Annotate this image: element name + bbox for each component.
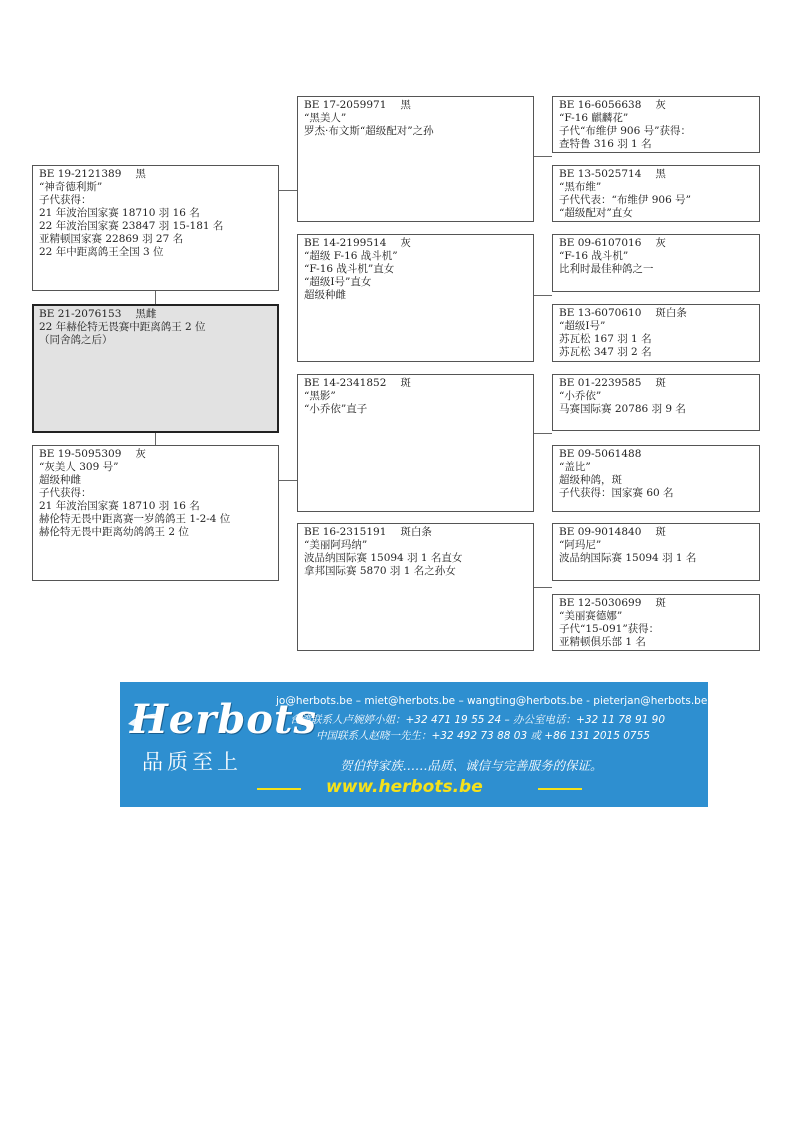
pigeon-color: 斑	[655, 377, 666, 389]
connector	[533, 433, 552, 434]
pedigree-dsd	[552, 445, 760, 512]
ring-number: BE 19-2121389	[39, 168, 122, 180]
website-link[interactable]: www.herbots.be	[326, 777, 483, 797]
banner-tagline: 贺伯特家族……品质、诚信与完善服务的保证。	[340, 758, 603, 773]
pedigree-dam	[32, 445, 279, 581]
pigeon-color: 灰	[135, 448, 146, 460]
ring-number: BE 12-5030699	[559, 597, 642, 609]
info-line: 子代获得：	[39, 194, 92, 206]
info-line: 21 年波治国家赛 18710 羽 16 名	[39, 207, 200, 219]
info-line: “黑布维”	[559, 181, 602, 193]
pigeon-color: 灰	[655, 99, 666, 111]
ring-number: BE 16-6056638	[559, 99, 642, 111]
contact-emails[interactable]: jo@herbots.be – miet@herbots.be – wangting@herbots.be - pieterjan@herbots.be	[276, 695, 708, 707]
info-line: 超级种雌	[304, 289, 346, 301]
connector	[278, 480, 297, 481]
connector	[278, 190, 297, 191]
ring-number: BE 16-2315191	[304, 526, 387, 538]
info-line: 赫伦特无畏中距离幼鸽鸽王 2 位	[39, 526, 189, 538]
ring-number: BE 01-2239585	[559, 377, 642, 389]
pedigree-dss	[552, 374, 760, 431]
info-line: 罗杰·布文斯“超级配对”之孙	[304, 125, 434, 137]
info-line: 波品纳国际赛 15094 羽 1 名	[559, 552, 697, 564]
pedigree-sss	[552, 96, 760, 153]
info-line: 比利时最佳种鸽之一	[559, 263, 654, 275]
banner-slogan: 品质至上	[142, 750, 242, 774]
info-line: “超级Ⅰ号”	[559, 320, 606, 332]
pedigree-sire	[32, 165, 279, 291]
pigeon-color: 黑	[655, 168, 666, 180]
herbots-banner	[120, 682, 708, 807]
info-line: “黑美人”	[304, 112, 347, 124]
info-line: “超级配对”直女	[559, 207, 633, 219]
pigeon-color: 黑	[135, 168, 146, 180]
info-line: 22 年波治国家赛 23847 羽 15-181 名	[39, 220, 224, 232]
info-line: 苏瓦松 347 羽 2 名	[559, 346, 652, 358]
pedigree-sdd	[552, 304, 760, 362]
info-line: “盖比”	[559, 461, 591, 473]
info-line: 超级种鸽，斑	[559, 474, 622, 486]
info-line: 子代获得：国家赛 60 名	[559, 487, 674, 499]
info-line: “F-16 麒麟花”	[559, 112, 629, 124]
pedigree-sds	[552, 234, 760, 292]
info-line: 亚精顿俱乐部 1 名	[559, 636, 646, 648]
pigeon-color: 斑	[400, 377, 411, 389]
info-line: “超级Ⅰ号”直女	[304, 276, 372, 288]
pigeon-color: 斑白条	[400, 526, 432, 538]
connector	[533, 587, 552, 588]
pedigree-dds	[552, 523, 760, 581]
info-line: “阿玛尼”	[559, 539, 602, 551]
info-line: 拿邦国际赛 5870 羽 1 名之孙女	[304, 565, 456, 577]
pedigree-dam-sire	[297, 374, 534, 512]
pigeon-color: 斑	[655, 526, 666, 538]
ring-number: BE 19-5095309	[39, 448, 122, 460]
pigeon-color: 灰	[400, 237, 411, 249]
info-line: “美丽赛德娜”	[559, 610, 623, 622]
ring-number: BE 13-6070610	[559, 307, 642, 319]
pedigree-sire-sire	[297, 96, 534, 222]
contact-taiwan: 台湾联系人卢婉婷小姐：+32 471 19 55 24 – 办公室电话：+32 11 78 91 90	[290, 714, 666, 726]
info-line: “灰美人 309 号”	[39, 461, 119, 473]
ring-number: BE 09-9014840	[559, 526, 642, 538]
contact-china: 中国联系人赵晓一先生：+32 492 73 88 03 或 +86 131 2015 0755	[316, 730, 650, 742]
info-line: 亚精顿国家赛 22869 羽 27 名	[39, 233, 184, 245]
info-line: 21 年波治国家赛 18710 羽 16 名	[39, 500, 200, 512]
pedigree-dam-dam	[297, 523, 534, 651]
info-line: “小乔依”	[559, 390, 602, 402]
pedigree-subject	[32, 304, 279, 433]
pigeon-color: 灰	[655, 237, 666, 249]
info-line: “黑影”	[304, 390, 336, 402]
herbots-logo: Herbots	[130, 696, 317, 743]
info-line: 超级种雌	[39, 474, 81, 486]
pedigree-ddd	[552, 594, 760, 651]
ring-number: BE 21-2076153	[39, 308, 122, 320]
info-line: “F-16 战斗机”	[559, 250, 629, 262]
ring-number: BE 09-5061488	[559, 448, 642, 460]
connector	[533, 156, 552, 157]
info-line: 查特鲁 316 羽 1 名	[559, 138, 652, 150]
info-line: 子代“布维伊 906 号”获得：	[559, 125, 691, 137]
connector	[533, 295, 552, 296]
info-line: “F-16 战斗机”直女	[304, 263, 395, 275]
connector	[155, 290, 156, 305]
info-line: 子代“15-091”获得：	[559, 623, 660, 635]
info-line: “小乔依”直子	[304, 403, 368, 415]
info-line: “超级 F-16 战斗机”	[304, 250, 398, 262]
divider	[257, 788, 301, 790]
connector	[155, 432, 156, 446]
info-line: 子代代表：“布维伊 906 号”	[559, 194, 691, 206]
info-line: “美丽阿玛纳”	[304, 539, 368, 551]
ring-number: BE 14-2199514	[304, 237, 387, 249]
pedigree-ssd	[552, 165, 760, 222]
info-line: 子代获得：	[39, 487, 92, 499]
pedigree-sire-dam	[297, 234, 534, 362]
ring-number: BE 17-2059971	[304, 99, 387, 111]
info-line: 22 年中距离鸽王全国 3 位	[39, 246, 164, 258]
pigeon-color: 斑	[655, 597, 666, 609]
pigeon-color: 黑雌	[135, 308, 157, 320]
info-line: 22 年赫伦特无畏赛中距离鸽王 2 位	[39, 321, 206, 333]
divider	[538, 788, 582, 790]
info-line: “神奇德利斯”	[39, 181, 103, 193]
ring-number: BE 14-2341852	[304, 377, 387, 389]
info-line: 赫伦特无畏中距离赛一岁鸽鸽王 1-2-4 位	[39, 513, 231, 525]
info-line: 马赛国际赛 20786 羽 9 名	[559, 403, 686, 415]
info-line: 苏瓦松 167 羽 1 名	[559, 333, 652, 345]
info-line: 波品纳国际赛 15094 羽 1 名直女	[304, 552, 463, 564]
ring-number: BE 13-5025714	[559, 168, 642, 180]
info-line: （同舍鸽之后）	[39, 334, 113, 346]
ring-number: BE 09-6107016	[559, 237, 642, 249]
pigeon-color: 斑白条	[655, 307, 687, 319]
pigeon-color: 黑	[400, 99, 411, 111]
